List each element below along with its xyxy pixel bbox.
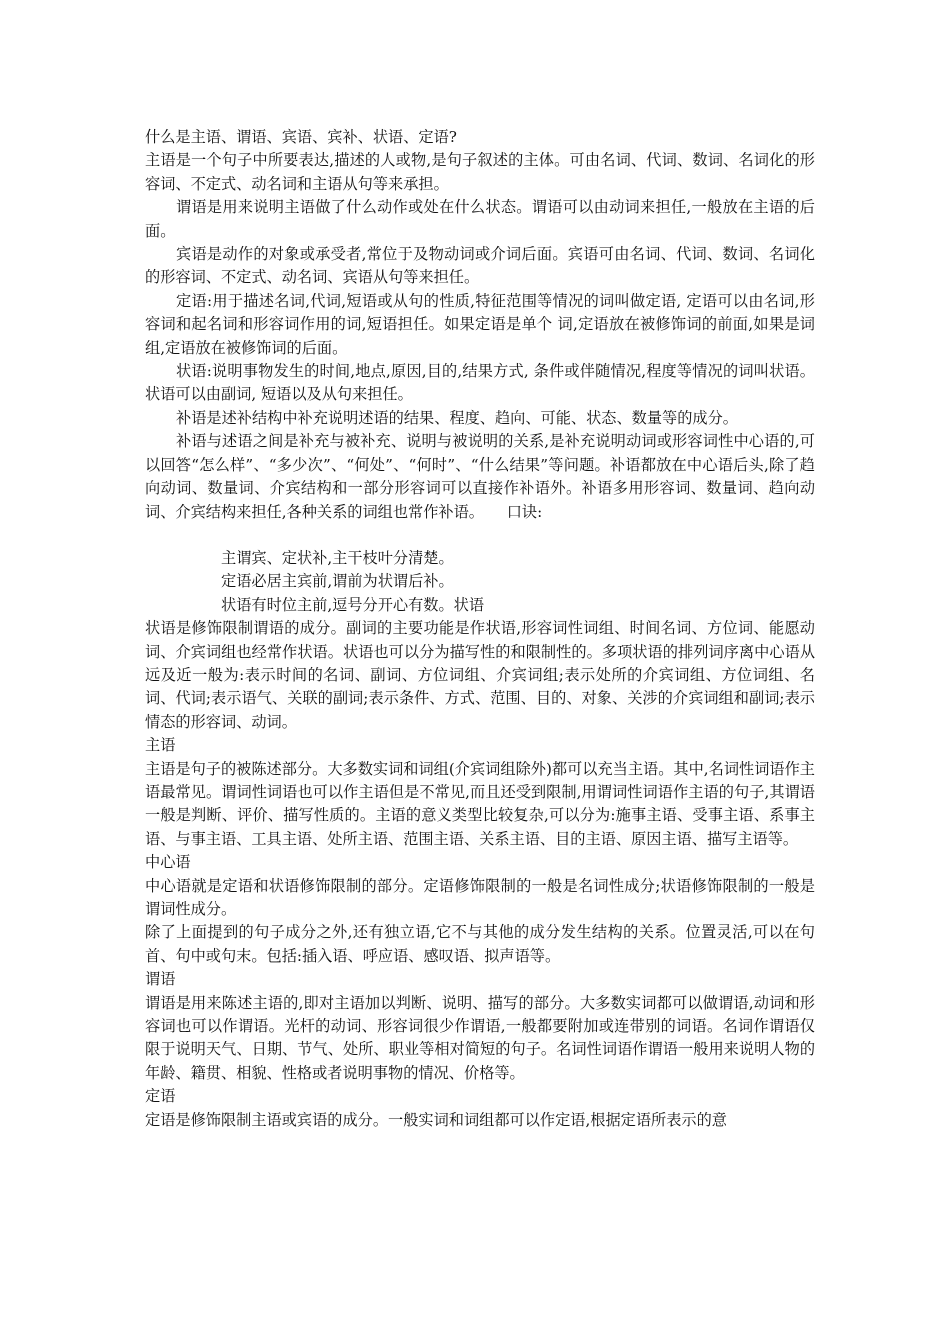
section-attribute-paragraph: 定语是修饰限制主语或宾语的成分。一般实词和词组都可以作定语,根据定语所表示的意: [145, 1110, 727, 1129]
intro-paragraph-predicate: 谓语是用来说明主语做了什么动作或处在什么状态。谓语可以由动词来担任,一般放在主语的后面。: [145, 198, 815, 240]
section-heading-predicate: 谓语: [145, 970, 176, 989]
document-page: [145, 126, 815, 1132]
verse-line: 主谓宾、定状补,主干枝叶分清楚。: [221, 548, 454, 567]
section-heading-subject: 主语: [145, 736, 176, 755]
intro-paragraph-complement-relation: 补语与述语之间是补充与被补充、说明与被说明的关系,是补充说明动词或形容词性中心语的,可以回答“怎么样”、“多少次”、“何处”、“何时”、“什么结果”等问题。补语都放在中心语后头,除了趋向动词、数量词、介宾结构和一部分形容词可以直接作补语外。补语多用形容词、数量词、趋向动词、介宾结构来担任,各种关系的词组也常作补语。 口诀:: [145, 432, 815, 521]
intro-paragraph-attribute: 定语:用于描述名词,代词,短语或从句的性质,特征范围等情况的词叫做定语, 定语可以由名词,形容词和起名词和形容词作用的词,短语担任。如果定语是单个 词,定语放在被修饰词的前面,如果是词组,定语放在被修饰词的后面。: [145, 291, 815, 357]
section-subject-paragraph: 主语是句子的被陈述部分。大多数实词和词组(介宾词组除外)都可以充当主语。其中,名词性词语作主语最常见。谓词性词语也可以作主语但是不常见,而且还受到限制,用谓词性词语作主语的句子,其谓语一般是判断、评价、描写性质的。主语的意义类型比较复杂,可以分为:施事主语、受事主语、系事主语、与事主语、工具主语、处所主语、范围主语、关系主语、目的主语、原因主语、描写主语等。: [145, 759, 815, 848]
mnemonic-verse: [145, 547, 815, 617]
section-independent-paragraph: 除了上面提到的句子成分之外,还有独立语,它不与其他的成分发生结构的关系。位置灵活,可以在句首、句中或句末。包括:插入语、呼应语、感叹语、拟声语等。: [145, 923, 815, 965]
section-heading-head-word: 中心语: [145, 853, 191, 872]
section-heading-attribute: 定语: [145, 1087, 176, 1106]
section-adverbial-paragraph: 状语是修饰限制谓语的成分。副词的主要功能是作状语,形容词性词组、时间名词、方位词、能愿动词、介宾词组也经常作状语。状语也可以分为描写性的和限制性的。多项状语的排列词序离中心语从远及近一般为:表示时间的名词、副词、方位词组、介宾词组;表示处所的介宾词组、方位词组、名词、代词;表示语气、关联的副词;表示条件、方式、范围、目的、对象、关涉的介宾词组和副词;表示情态的形容词、动词。: [145, 619, 815, 731]
intro-paragraph-subject: 主语是一个句子中所要表达,描述的人或物,是句子叙述的主体。可由名词、代词、数词、名词化的形容词、不定式、动名词和主语从句等来承担。: [145, 151, 815, 193]
verse-line: 状语有时位主前,逗号分开心有数。状语: [221, 595, 485, 614]
document-title: 什么是主语、谓语、宾语、宾补、状语、定语?: [145, 128, 457, 146]
intro-paragraph-complement: 补语是述补结构中补充说明述语的结果、程度、趋向、可能、状态、数量等的成分。: [176, 408, 738, 427]
intro-paragraph-object: 宾语是动作的对象或承受者,常位于及物动词或介词后面。宾语可由名词、代词、数词、名词化的形容词、不定式、动名词、宾语从句等来担任。: [145, 245, 815, 287]
section-predicate-paragraph: 谓语是用来陈述主语的,即对主语加以判断、说明、描写的部分。大多数实词都可以做谓语,动词和形容词也可以作谓语。光杆的动词、形容词很少作谓语,一般都要附加或连带别的词语。名词作谓语仅限于说明天气、日期、节气、处所、职业等相对简短的句子。名词性词语作谓语一般用来说明人物的年龄、籍贯、相貌、性格或者说明事物的情况、价格等。: [145, 993, 815, 1082]
intro-paragraph-adverbial: 状语:说明事物发生的时间,地点,原因,目的,结果方式, 条件或伴随情况,程度等情况的词叫状语。状语可以由副词, 短语以及从句来担任。: [145, 362, 815, 404]
section-head-word-paragraph: 中心语就是定语和状语修饰限制的部分。定语修饰限制的一般是名词性成分;状语修饰限制的一般是谓词性成分。: [145, 876, 815, 918]
verse-line: 定语必居主宾前,谓前为状谓后补。: [221, 572, 454, 591]
